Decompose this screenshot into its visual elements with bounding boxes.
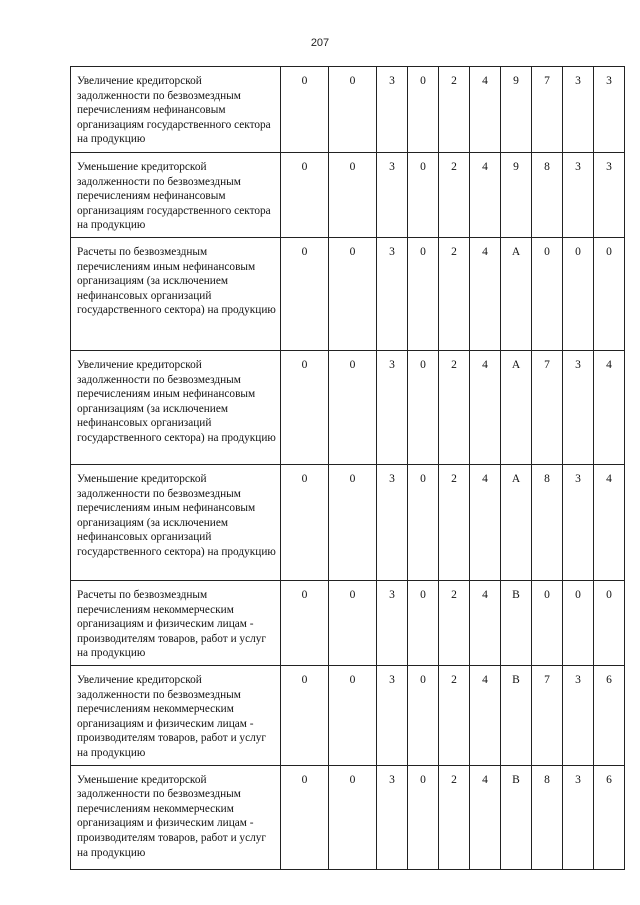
code-digit-5: 2: [439, 581, 470, 666]
account-description: Увеличение кредиторской задолженности по безвозмездным перечислениям нефинансовым организациям государственного сектора на продукцию: [71, 67, 281, 153]
code-digit-10: 3: [594, 153, 625, 238]
code-digit-5: 2: [439, 665, 470, 765]
table-row: [71, 238, 625, 351]
account-description: Увеличение кредиторской задолженности по безвозмездным перечислениям иным нефинансовым организациям (за исключением нефинансовых организаций государственного сектора) на продукцию: [71, 351, 281, 465]
code-digit-9: 3: [563, 465, 594, 581]
code-digit-2: 0: [329, 465, 377, 581]
code-digit-7: В: [501, 665, 532, 765]
code-digit-4: 0: [408, 351, 439, 465]
code-digit-3: 3: [377, 665, 408, 765]
code-digit-2: 0: [329, 351, 377, 465]
code-digit-3: 3: [377, 67, 408, 153]
code-digit-6: 4: [470, 765, 501, 869]
code-digit-5: 2: [439, 67, 470, 153]
code-digit-1: 0: [281, 581, 329, 666]
table-body: [71, 67, 625, 870]
account-description: Уменьшение кредиторской задолженности по безвозмездным перечислениям иным нефинансовым организациям (за исключением нефинансовых организаций государственного сектора) на продукцию: [71, 465, 281, 581]
code-digit-7: 9: [501, 153, 532, 238]
code-digit-8: 8: [532, 153, 563, 238]
account-description: Увеличение кредиторской задолженности по безвозмездным перечислениям некоммерческим организациям и физическим лицам - производителям товаров, работ и услуг на продукцию: [71, 665, 281, 765]
table-row: [71, 67, 625, 153]
code-digit-10: 4: [594, 351, 625, 465]
table-row: [71, 665, 625, 765]
account-description: Уменьшение кредиторской задолженности по безвозмездным перечислениям нефинансовым организациям государственного сектора на продукцию: [71, 153, 281, 238]
code-digit-9: 3: [563, 765, 594, 869]
code-digit-7: А: [501, 351, 532, 465]
code-digit-4: 0: [408, 465, 439, 581]
code-digit-3: 3: [377, 581, 408, 666]
code-digit-1: 0: [281, 238, 329, 351]
code-digit-4: 0: [408, 67, 439, 153]
code-digit-5: 2: [439, 765, 470, 869]
code-digit-6: 4: [470, 581, 501, 666]
code-digit-8: 7: [532, 67, 563, 153]
code-digit-6: 4: [470, 665, 501, 765]
code-digit-1: 0: [281, 67, 329, 153]
code-digit-5: 2: [439, 153, 470, 238]
code-digit-6: 4: [470, 465, 501, 581]
code-digit-9: 3: [563, 67, 594, 153]
code-digit-7: В: [501, 581, 532, 666]
code-digit-2: 0: [329, 238, 377, 351]
code-digit-6: 4: [470, 238, 501, 351]
account-description: Уменьшение кредиторской задолженности по безвозмездным перечислениям некоммерческим организациям и физическим лицам - производителям товаров, работ и услуг на продукцию: [71, 765, 281, 869]
code-digit-8: 8: [532, 765, 563, 869]
code-digit-3: 3: [377, 238, 408, 351]
table-row: [71, 153, 625, 238]
code-digit-3: 3: [377, 465, 408, 581]
code-digit-5: 2: [439, 238, 470, 351]
code-digit-4: 0: [408, 238, 439, 351]
code-digit-2: 0: [329, 581, 377, 666]
code-digit-5: 2: [439, 465, 470, 581]
code-digit-1: 0: [281, 665, 329, 765]
table-row: [71, 581, 625, 666]
code-digit-9: 0: [563, 238, 594, 351]
account-description: Расчеты по безвозмездным перечислениям иным нефинансовым организациям (за исключением нефинансовых организаций государственного сектора) на продукцию: [71, 238, 281, 351]
account-description: Расчеты по безвозмездным перечислениям некоммерческим организациям и физическим лицам - производителям товаров, работ и услуг на продукцию: [71, 581, 281, 666]
code-digit-9: 3: [563, 351, 594, 465]
code-digit-7: А: [501, 465, 532, 581]
code-digit-3: 3: [377, 765, 408, 869]
code-digit-3: 3: [377, 351, 408, 465]
code-digit-9: 0: [563, 581, 594, 666]
code-digit-6: 4: [470, 351, 501, 465]
code-digit-4: 0: [408, 581, 439, 666]
code-digit-4: 0: [408, 765, 439, 869]
code-digit-10: 6: [594, 765, 625, 869]
code-digit-10: 0: [594, 238, 625, 351]
code-digit-9: 3: [563, 153, 594, 238]
code-digit-1: 0: [281, 153, 329, 238]
code-digit-10: 3: [594, 67, 625, 153]
code-digit-2: 0: [329, 67, 377, 153]
code-digit-8: 7: [532, 351, 563, 465]
code-digit-1: 0: [281, 351, 329, 465]
code-digit-8: 0: [532, 238, 563, 351]
code-digit-2: 0: [329, 665, 377, 765]
page-number: 207: [310, 37, 330, 49]
code-digit-3: 3: [377, 153, 408, 238]
code-digit-6: 4: [470, 67, 501, 153]
code-digit-8: 0: [532, 581, 563, 666]
account-code-table: [70, 66, 625, 870]
code-digit-7: 9: [501, 67, 532, 153]
code-digit-4: 0: [408, 665, 439, 765]
code-digit-10: 6: [594, 665, 625, 765]
code-digit-7: А: [501, 238, 532, 351]
code-digit-10: 4: [594, 465, 625, 581]
code-digit-5: 2: [439, 351, 470, 465]
code-digit-7: В: [501, 765, 532, 869]
table-row: [71, 465, 625, 581]
code-digit-2: 0: [329, 765, 377, 869]
code-digit-9: 3: [563, 665, 594, 765]
code-digit-10: 0: [594, 581, 625, 666]
code-digit-8: 7: [532, 665, 563, 765]
table-row: [71, 351, 625, 465]
code-digit-8: 8: [532, 465, 563, 581]
code-digit-6: 4: [470, 153, 501, 238]
table-row: [71, 765, 625, 869]
code-digit-2: 0: [329, 153, 377, 238]
code-digit-4: 0: [408, 153, 439, 238]
code-digit-1: 0: [281, 765, 329, 869]
code-digit-1: 0: [281, 465, 329, 581]
